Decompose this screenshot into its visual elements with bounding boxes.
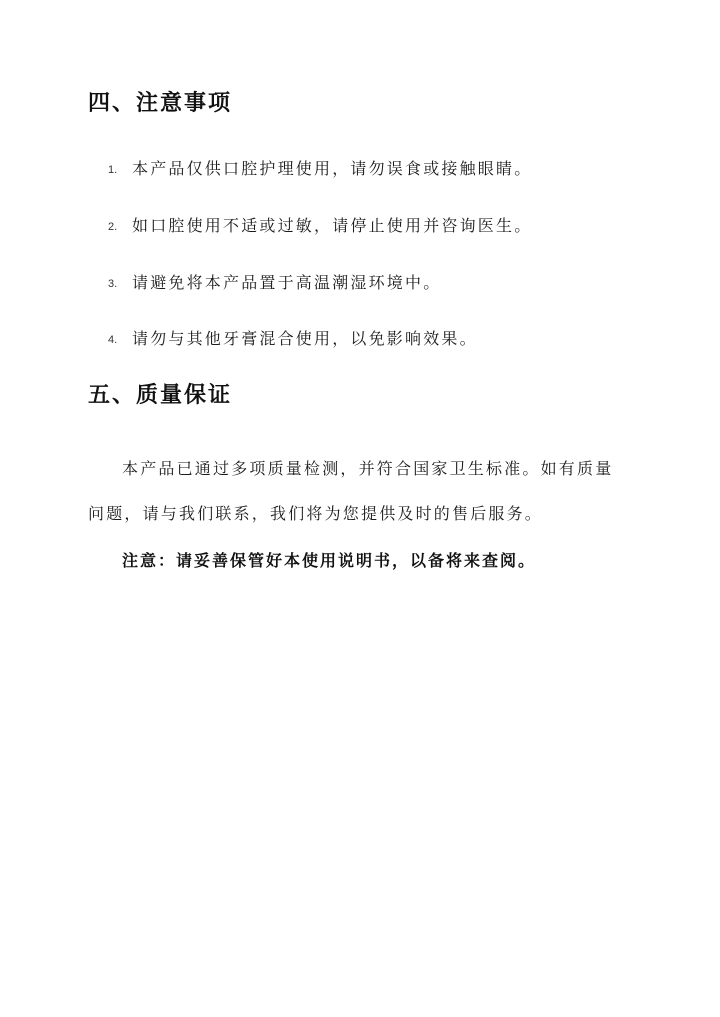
list-item-number: 2. [108,221,118,233]
storage-note: 注意：请妥善保管好本使用说明书，以备将来查阅。 [122,551,537,570]
list-item-number: 1. [108,164,118,176]
list-item-text: 请避免将本产品置于高温潮湿环境中。 [132,273,442,292]
quality-paragraph [88,446,648,536]
list-item [108,270,441,293]
paragraph-line: 问题，请与我们联系，我们将为您提供及时的售后服务。 [88,504,544,523]
list-item-text: 本产品仅供口腔护理使用，请勿误食或接触眼睛。 [132,159,533,178]
paragraph-line: 本产品已通过多项质量检测，并符合国家卫生标准。如有质量 [122,459,614,478]
list-item [108,156,532,179]
list-item-number: 4. [108,334,118,346]
list-item-text: 如口腔使用不适或过敏，请停止使用并咨询医生。 [132,216,533,235]
section-5-heading: 五、质量保证 [88,382,233,408]
list-item-text: 请勿与其他牙膏混合使用，以免影响效果。 [132,329,478,348]
list-item [108,326,478,349]
list-item-number: 3. [108,278,118,290]
section-4-heading: 四、注意事项 [88,90,233,116]
list-item [108,213,532,236]
